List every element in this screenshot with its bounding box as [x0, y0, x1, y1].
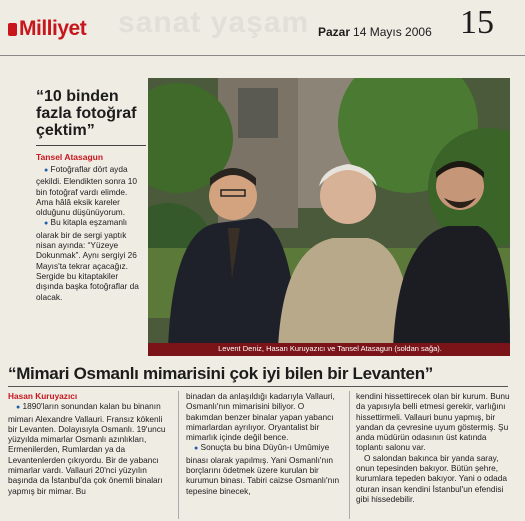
- masthead-ghost-text: sanat yaşam: [118, 6, 310, 39]
- flag-icon: [8, 23, 17, 36]
- article-photo: [148, 78, 510, 356]
- photo-illustration: [148, 78, 510, 356]
- dateline: [318, 25, 432, 39]
- logo-text: Milliyet: [19, 17, 87, 40]
- date-label: 14 Mayıs 2006: [353, 25, 432, 39]
- divider: [8, 386, 508, 387]
- bullet-icon: ●: [44, 220, 49, 228]
- main-headline: “Mimari Osmanlı mimarisini çok iyi bilen bir Levanten”: [8, 364, 433, 383]
- bullet-icon: ●: [16, 404, 21, 412]
- main-article-author: Hasan Kuruyazıcı: [8, 391, 78, 401]
- divider: [36, 145, 146, 146]
- quote-article-author: Tansel Atasagun: [36, 152, 104, 162]
- day-label: Pazar: [318, 25, 351, 39]
- article-column: [8, 391, 168, 496]
- bullet-icon: ●: [44, 167, 49, 174]
- paragraph: kendini hissettirecek olan bir kurum. Bunu da yapısıyla belli etmesi gerekir, varlığını hissettirmeli. Vallauri bunu yapmış, bir yandan da çevresine uyum göstermiş. Şu anda müdürün odasının üst katında toplantı salonu var.: [356, 391, 510, 453]
- quote-article-body: [36, 164, 144, 302]
- paragraph: ● Fotoğraflar dört ayda çekildi. Elendikten sonra 10 bin fotoğraf vardı elimde. Ama hâlâ eksik kareler olduğunu düşünüyorum.: [36, 164, 138, 218]
- paragraph: ● Bu kitapla eşzamanlı olarak bir de sergi yaptık nisan ayında: “Yüzeye Dokunmak”. Aynı sergiyi 26 Mayıs'ta tekrar açacağız. Sergide bu kitaptakiler dışında başka fotoğraflar da olacak.: [36, 217, 139, 302]
- article-column: [356, 391, 512, 504]
- milliyet-logo: [8, 17, 86, 41]
- paragraph: ● Sonuçta bu bina Düyûn-ı Umûmiye binası olarak yapılmış. Yani Osmanlı'nın borçlarını ödetmek üzere kurulan bir kurumun binası. Tabiri caizse Osmanlı'nın tepesine binecek,: [186, 442, 340, 496]
- bullet-icon: ●: [194, 445, 199, 453]
- masthead: [0, 0, 525, 56]
- column-divider: [349, 391, 350, 519]
- paragraph: binadan da anlaşıldığı kadarıyla Vallauri, Osmanlı'nın mimarisini biliyor. O bakımdan benzer binalar yapan yabancı mimarlardan ayrılıyor. Oryantalist bir mimarlık içinde değil bence.: [186, 391, 335, 443]
- photo-caption: Levent Deniz, Hasan Kuruyazıcı ve Tansel Atasagun (soldan sağa).: [218, 344, 442, 353]
- column-divider: [178, 391, 179, 519]
- paragraph: ● 1890'ların sonundan kalan bu binanın mimarı Alexandre Vallauri. Fransız kökenli bir Levanten. Dolayısıyla Osmanlı. 19'uncu yüzyılda mimarlar Osmanlı azınlıkları, Ermenilerden, Rumlardan ya da Levantenlerden çıkıyordu. Bir de yabancı mimarlar vardı. Vallauri 20'nci yüzyılın başında da İstanbul'da çok önemli binaları yapmış bir mimar. Bu: [8, 401, 166, 496]
- paragraph: O salondan bakınca bir yanda saray, onun tepesinden bakıyor. Bütün şehre, kurumlara tepeden bakıyor. Yani o odada oturan insan kendini İstanbul'un efendisi gibi hissedebilir.: [356, 452, 507, 504]
- article-column: [186, 391, 342, 496]
- quote-article-title: “10 binden fazla fotoğraf çektim”: [36, 88, 137, 139]
- page-number: 15: [460, 4, 494, 41]
